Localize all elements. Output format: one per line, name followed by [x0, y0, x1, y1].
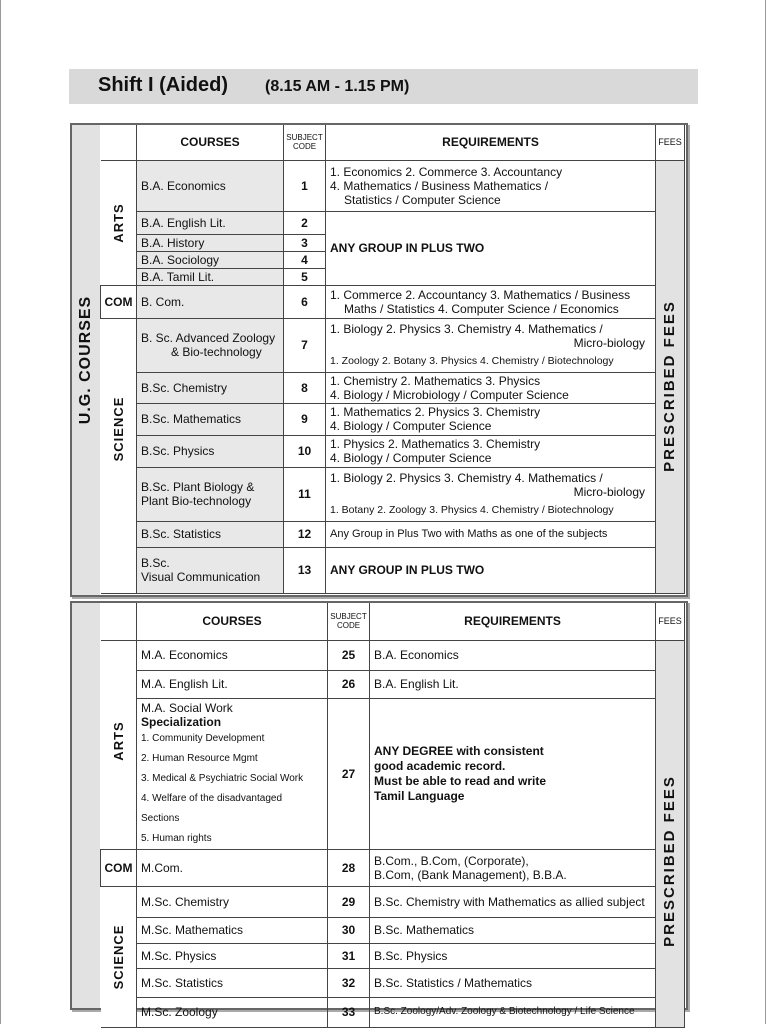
arts-group: ARTS	[101, 160, 137, 285]
table-row	[101, 886, 685, 918]
course-name: B.Sc. Plant Biology & Plant Bio-technology	[137, 467, 284, 521]
table-row	[101, 969, 685, 998]
requirements: B.Com., B.Com, (Corporate), B.Com, (Bank Management), B.B.A.	[370, 849, 656, 886]
subject-code: 26	[328, 670, 370, 698]
course-name: M.Com.	[137, 849, 328, 886]
page-border-left	[0, 0, 1, 1024]
table-row	[101, 467, 685, 521]
ug-courses-label: U.G. COURSES	[77, 295, 94, 425]
requirements: B.Sc. Mathematics	[370, 918, 656, 944]
subject-code: 3	[284, 234, 326, 251]
course-name: M.Sc. Chemistry	[137, 886, 328, 918]
table-row	[101, 435, 685, 467]
course-name: B.Sc. Mathematics	[137, 403, 284, 435]
arts-group: ARTS	[101, 640, 137, 849]
page-border-right	[765, 0, 766, 1024]
requirements: B.Sc. Statistics / Mathematics	[370, 969, 656, 998]
subject-code: 30	[328, 918, 370, 944]
pg-courses-panel	[70, 601, 688, 1020]
com-group: COM	[101, 849, 137, 886]
com-group: COM	[101, 285, 137, 318]
table-row	[101, 997, 685, 1027]
subject-code: 8	[284, 372, 326, 403]
course-name: M.A. Economics	[137, 640, 328, 670]
subject-code: 33	[328, 997, 370, 1027]
requirements: ANY GROUP IN PLUS TWO	[326, 211, 656, 285]
table-row	[101, 849, 685, 886]
table-row	[101, 285, 685, 318]
subject-code: 5	[284, 268, 326, 285]
requirements-header: REQUIREMENTS	[370, 603, 656, 640]
subject-code: 32	[328, 969, 370, 998]
shift-time: (8.15 AM - 1.15 PM)	[265, 78, 410, 95]
subject-code: 6	[284, 285, 326, 318]
prescribed-fees-column: PRESCRIBED FEES	[656, 160, 685, 593]
table-header-row	[101, 603, 685, 640]
course-name: M.Sc. Mathematics	[137, 918, 328, 944]
course-name: B.A. English Lit.	[137, 211, 284, 234]
ug-courses-panel	[70, 123, 688, 597]
requirements-header: REQUIREMENTS	[326, 125, 656, 160]
course-name: M.Sc. Physics	[137, 943, 328, 969]
course-name: M.A. Social Work Specialization 1. Community Development 2. Human Resource Mgmt 3. Medical & Psychiatric Social Work 4. Welfare of the disadvantaged Sections 5. Human rights	[137, 698, 328, 849]
course-name: B.Sc. Statistics	[137, 521, 284, 547]
course-name: B.Sc. Visual Communication	[137, 547, 284, 593]
table-row	[101, 670, 685, 698]
subject-code: 13	[284, 547, 326, 593]
pg-courses-table	[100, 603, 685, 1028]
fees-header: FEES	[656, 125, 685, 160]
requirements: 1. Chemistry 2. Mathematics 3. Physics 4. Biology / Microbiology / Computer Science	[326, 372, 656, 403]
requirements: 1. Physics 2. Mathematics 3. Chemistry 4. Biology / Computer Science	[326, 435, 656, 467]
subject-code: 31	[328, 943, 370, 969]
table-row	[101, 211, 685, 234]
subject-code-header: SUBJECT CODE	[328, 603, 370, 640]
prescribed-fees-column: PRESCRIBED FEES	[656, 640, 685, 1027]
pg-side-band	[72, 603, 100, 1008]
subject-code: 10	[284, 435, 326, 467]
subject-code: 2	[284, 211, 326, 234]
subject-code: 27	[328, 698, 370, 849]
requirements: B.A. English Lit.	[370, 670, 656, 698]
requirements: 1. Mathematics 2. Physics 3. Chemistry 4. Biology / Computer Science	[326, 403, 656, 435]
table-row	[101, 160, 685, 211]
table-row	[101, 640, 685, 670]
subject-code: 12	[284, 521, 326, 547]
requirements: 1. Economics 2. Commerce 3. Accountancy 4. Mathematics / Business Mathematics / Statistics / Computer Science	[326, 160, 656, 211]
subject-code: 28	[328, 849, 370, 886]
courses-header: COURSES	[137, 125, 284, 160]
shift-title: Shift I (Aided)	[98, 74, 228, 96]
requirements: B.Sc. Zoology/Adv. Zoology & Biotechnology / Life Science	[370, 997, 656, 1027]
table-row	[101, 318, 685, 372]
course-name: B.A. Sociology	[137, 251, 284, 268]
subject-code: 1	[284, 160, 326, 211]
subject-code: 11	[284, 467, 326, 521]
table-row	[101, 521, 685, 547]
table-row	[101, 918, 685, 944]
science-group: SCIENCE	[101, 886, 137, 1027]
course-name: B.Sc. Chemistry	[137, 372, 284, 403]
course-name: B.Sc. Physics	[137, 435, 284, 467]
table-header-row	[101, 125, 685, 160]
requirements: B.Sc. Chemistry with Mathematics as allied subject	[370, 886, 656, 918]
course-name: B.A. Tamil Lit.	[137, 268, 284, 285]
table-row	[101, 547, 685, 593]
requirements: 1. Commerce 2. Accountancy 3. Mathematics / Business Maths / Statistics 4. Computer Science / Economics	[326, 285, 656, 318]
course-name: B. Com.	[137, 285, 284, 318]
courses-header: COURSES	[137, 603, 328, 640]
subject-code: 29	[328, 886, 370, 918]
course-name: M.Sc. Statistics	[137, 969, 328, 998]
requirements: 1. Biology 2. Physics 3. Chemistry 4. Mathematics / Micro-biology 1. Zoology 2. Botany 3. Physics 4. Chemistry / Biotechnology	[326, 318, 656, 372]
subject-code: 25	[328, 640, 370, 670]
course-name: M.A. English Lit.	[137, 670, 328, 698]
science-group: SCIENCE	[101, 318, 137, 593]
requirements: ANY GROUP IN PLUS TWO	[326, 547, 656, 593]
fees-header: FEES	[656, 603, 685, 640]
requirements: Any Group in Plus Two with Maths as one of the subjects	[326, 521, 656, 547]
course-name: B.A. History	[137, 234, 284, 251]
course-name: M.Sc. Zoology	[137, 997, 328, 1027]
subject-code: 4	[284, 251, 326, 268]
table-row	[101, 403, 685, 435]
subject-code-header: SUBJECT CODE	[284, 125, 326, 160]
requirements: B.A. Economics	[370, 640, 656, 670]
requirements: ANY DEGREE with consistent good academic record. Must be able to read and write Tamil Language	[370, 698, 656, 849]
ug-courses-table	[100, 125, 685, 594]
requirements: B.Sc. Physics	[370, 943, 656, 969]
subject-code: 7	[284, 318, 326, 372]
table-row	[101, 698, 685, 849]
table-row	[101, 372, 685, 403]
table-row	[101, 943, 685, 969]
subject-code: 9	[284, 403, 326, 435]
course-name: B.A. Economics	[137, 160, 284, 211]
course-name: B. Sc. Advanced Zoology & Bio-technology	[137, 318, 284, 372]
requirements: 1. Biology 2. Physics 3. Chemistry 4. Mathematics / Micro-biology 1. Botany 2. Zoology 3. Physics 4. Chemistry / Biotechnology	[326, 467, 656, 521]
